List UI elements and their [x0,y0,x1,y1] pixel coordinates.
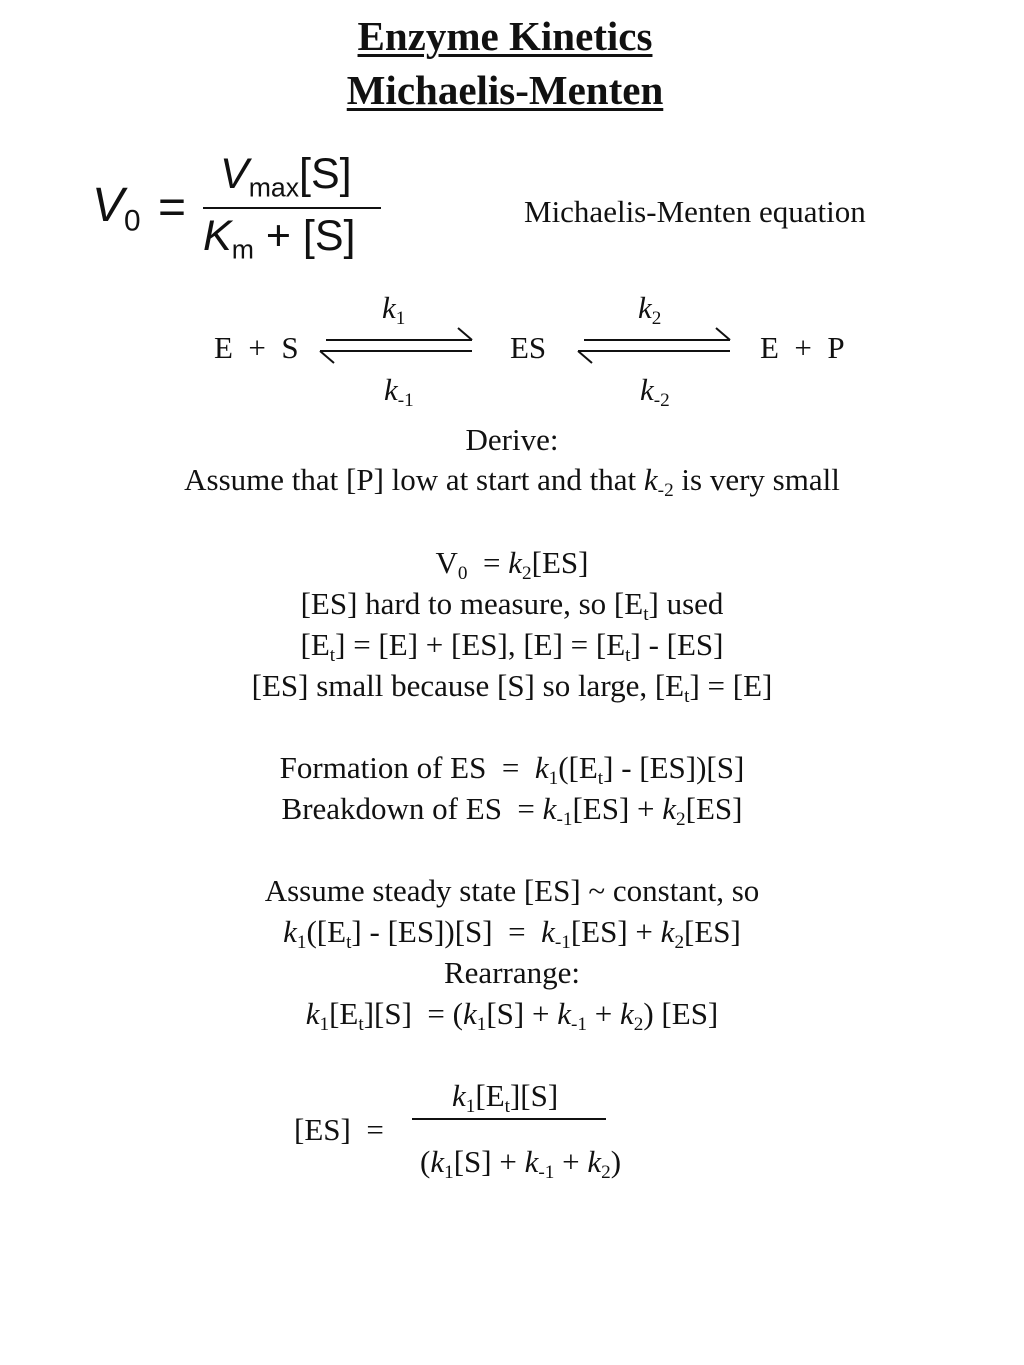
reactants: E + S [214,330,299,365]
steady-state-equation: $k_1([E_t] - [ES])[S] = k_{-1}[ES] + k_2[ES]$ [283,914,741,954]
title-line-2: Michaelis-Menten [346,67,664,113]
mm-equation-label: Michaelis-Menten equation [524,194,866,229]
es-small-line: [ES] small because [S] so large, $[E_t] = [E]$ [251,668,773,708]
k1-label: $k_1$ [382,290,406,330]
complex-es: ES [510,330,547,365]
formation-line: Formation of ES = $k_1([E_t] - [ES])[S]$ [279,750,745,790]
final-denominator: $(k_1[S] + k_{-1} + k_2)$ [420,1144,622,1184]
k-minus-1-label: $k_{-1}$ [384,372,414,412]
mm-equation-equals: = [158,181,187,234]
es-hard-line: [ES] hard to measure, so $[E_t]$ used [300,586,724,626]
equilibrium-arrow-1 [312,320,482,370]
assumption-line: Assume that [P] low at start and that $k_{-2}$ is very small [184,462,840,502]
products: E + P [760,330,845,365]
k-minus-2-label: $k_{-2}$ [640,372,670,412]
mm-equation-numerator: $V_{max}[S]$ [220,150,352,203]
et-definition-line: $[E_t] = [E] + [ES]$, $[E] = [E_t] - [ES]$ [300,627,724,667]
rearrange-heading: Rearrange: [444,955,580,990]
equilibrium-arrow-2 [570,320,740,370]
mm-equation-lhs: $V_0$ [92,179,141,238]
breakdown-line: Breakdown of ES = $k_{-1}[ES] + k_2[ES]$ [281,791,743,831]
final-fraction-bar [412,1118,606,1120]
steady-state-line: Assume steady state [ES] ~ constant, so [264,873,760,908]
k2-label: $k_2$ [638,290,662,330]
rearranged-equation: $k_1[E_t][S] = (k_1[S] + k_{-1} + k_2)$ [ES] [305,996,719,1036]
final-lhs: [ES] = [294,1112,384,1147]
mm-equation-denominator: $K_m + [S]$ [203,212,356,265]
v0-equation: $V_0 = k_2[ES]$ [435,545,589,585]
title-line-1: Enzyme Kinetics [357,13,653,59]
derive-heading: Derive: [465,422,559,457]
final-numerator: $k_1[E_t][S]$ [452,1078,559,1118]
mm-fraction-bar [203,207,381,209]
